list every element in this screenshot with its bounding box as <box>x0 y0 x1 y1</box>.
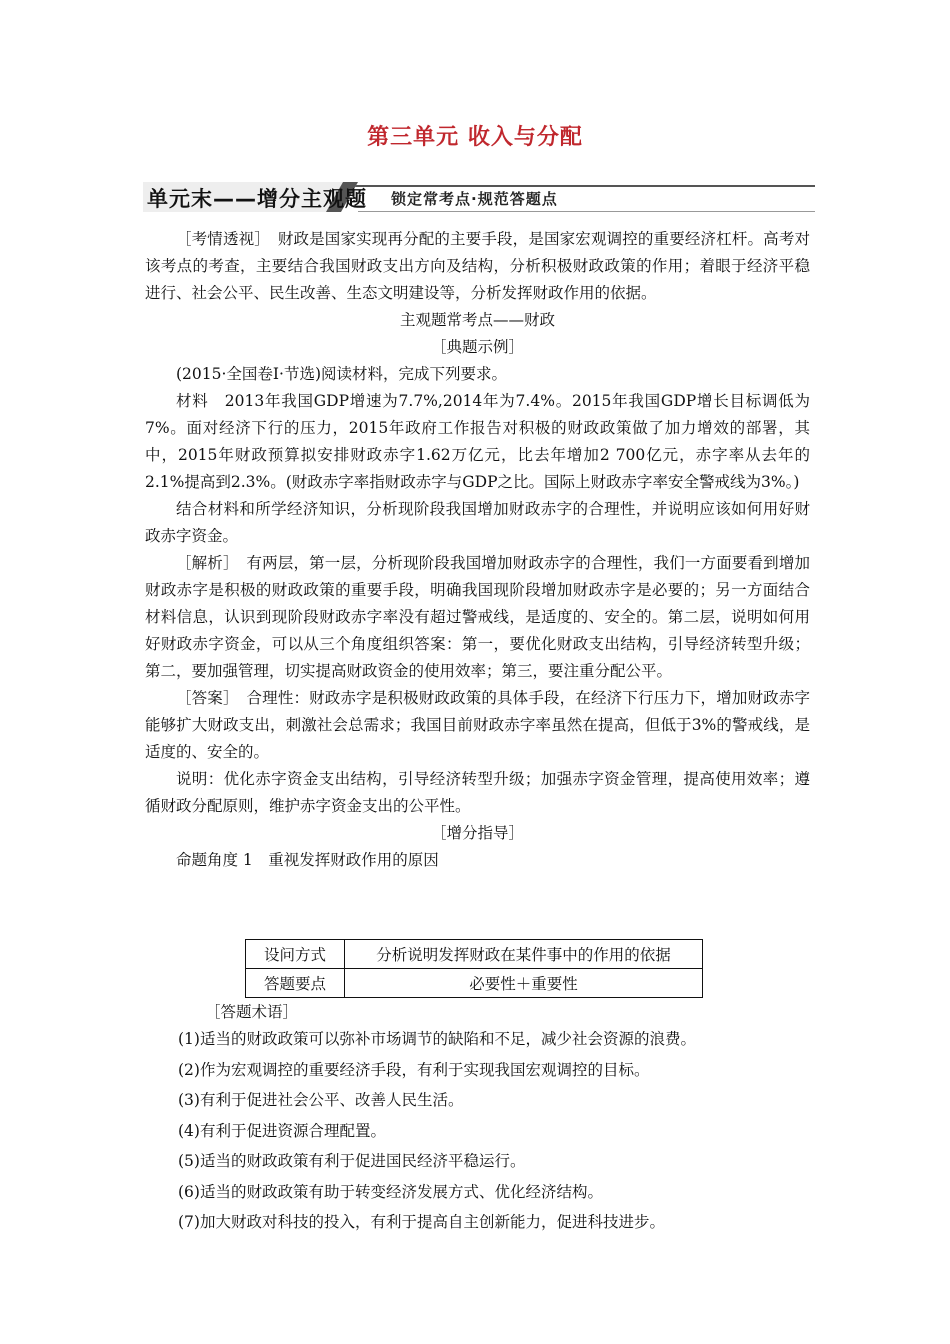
angle-line: 命题角度 1 重视发挥财政作用的原因 <box>176 851 439 869</box>
table-key-cell: 设问方式 <box>246 940 345 969</box>
section-banner <box>143 182 815 212</box>
explain-paragraph: 说明：优化赤字资金支出结构，引导经济转型升级；加强赤字资金管理，提高使用效率；遵循财政分配原则，维护赤字资金支出的公平性。 <box>145 770 810 815</box>
terms-list <box>178 1024 818 1238</box>
table-key-cell: 答题要点 <box>246 969 345 998</box>
list-item: (4)有利于促进资源合理配置。 <box>178 1121 386 1140</box>
banner-label: 单元末——增分主观题 <box>147 187 367 211</box>
analysis-paragraph: ［解析］ 有两层，第一层，分析现阶段我国增加财政赤字的合理性，我们一方面要看到增加财政赤字是积极的财政政策的重要手段，明确我国现阶段增加财政赤字是必要的；另一方面结合材料信息，认识到现阶段财政赤字率没有超过警戒线，是适度的、安全的。第二层，说明如何用好财政赤字资金，可以从三个角度组织答案：第一，要优化财政支出结构，引导经济转型升级；第二，要加强管理，切实提高财政资金的使用效率；第三，要注重分配公平。 <box>145 554 810 680</box>
banner-bottom-rule <box>358 211 815 212</box>
terms-heading: ［答题术语］ <box>205 1003 299 1021</box>
terms-heading-block <box>205 997 845 1028</box>
list-item: (5)适当的财政政策有利于促进国民经济平稳运行。 <box>178 1152 526 1170</box>
list-item: (3)有利于促进社会公平、改善人民生活。 <box>178 1091 464 1109</box>
question-paragraph: 结合材料和所学经济知识，分析现阶段我国增加财政赤字的合理性，并说明应该如何用好财政赤字资金。 <box>145 500 810 545</box>
example-heading: ［典题示例］ <box>430 338 524 356</box>
material-paragraph: 材料 2013年我国GDP增速为7.7%,2014年为7.4%。2015年我国GDP增长目标调低为7%。面对经济下行的压力，2015年政府工作报告对积极的财政政策做了加力增效的部署，其中，2015年财政预算拟安排财政赤字1.62万亿元，比去年增加2 700亿元，赤字率从去年的2.1%提高到2.3%。(财政赤字率指财政赤字与GDP之比。国际上财政赤字率安全警戒线为3%。) <box>145 392 810 491</box>
list-item: (1)适当的财政政策可以弥补市场调节的缺陷和不足，减少社会资源的浪费。 <box>178 1030 696 1048</box>
guide-heading: ［增分指导］ <box>430 824 524 842</box>
table-row <box>246 969 703 998</box>
unit-title: 第三单元 收入与分配 <box>367 125 583 150</box>
list-item: (6)适当的财政政策有助于转变经济发展方式、优化经济结构。 <box>178 1182 603 1201</box>
topic-heading: 主观题常考点——财政 <box>399 311 555 329</box>
main-text <box>145 226 810 874</box>
list-item: (7)加大财政对科技的投入，有利于提高自主创新能力，促进科技进步。 <box>178 1213 665 1231</box>
table-row <box>246 940 703 969</box>
source-line: (2015·全国卷Ⅰ·节选)阅读材料，完成下列要求。 <box>176 365 508 383</box>
banner-subtitle: 锁定常考点·规范答题点 <box>391 190 558 208</box>
intro-paragraph: ［考情透视］ 财政是国家实现再分配的主要手段，是国家宏观调控的重要经济杠杆。高考对该考点的考查，主要结合我国财政支出方向及结构，分析积极财政政策的作用；着眼于经济平稳进行、社会公平、民生改善、生态文明建设等，分析发挥财政作用的依据。 <box>145 230 810 302</box>
guide-table <box>245 939 703 998</box>
answer-paragraph: ［答案］ 合理性：财政赤字是积极财政政策的具体手段，在经济下行压力下，增加财政赤字能够扩大财政支出，刺激社会总需求；我国目前财政赤字率虽然在提高，但低于3%的警戒线，是适度的、安全的。 <box>145 689 810 761</box>
list-item: (2)作为宏观调控的重要经济手段，有利于实现我国宏观调控的目标。 <box>178 1060 650 1079</box>
table-value-cell: 必要性＋重要性 <box>345 969 703 998</box>
table-value-cell: 分析说明发挥财政在某件事中的作用的依据 <box>345 940 703 969</box>
